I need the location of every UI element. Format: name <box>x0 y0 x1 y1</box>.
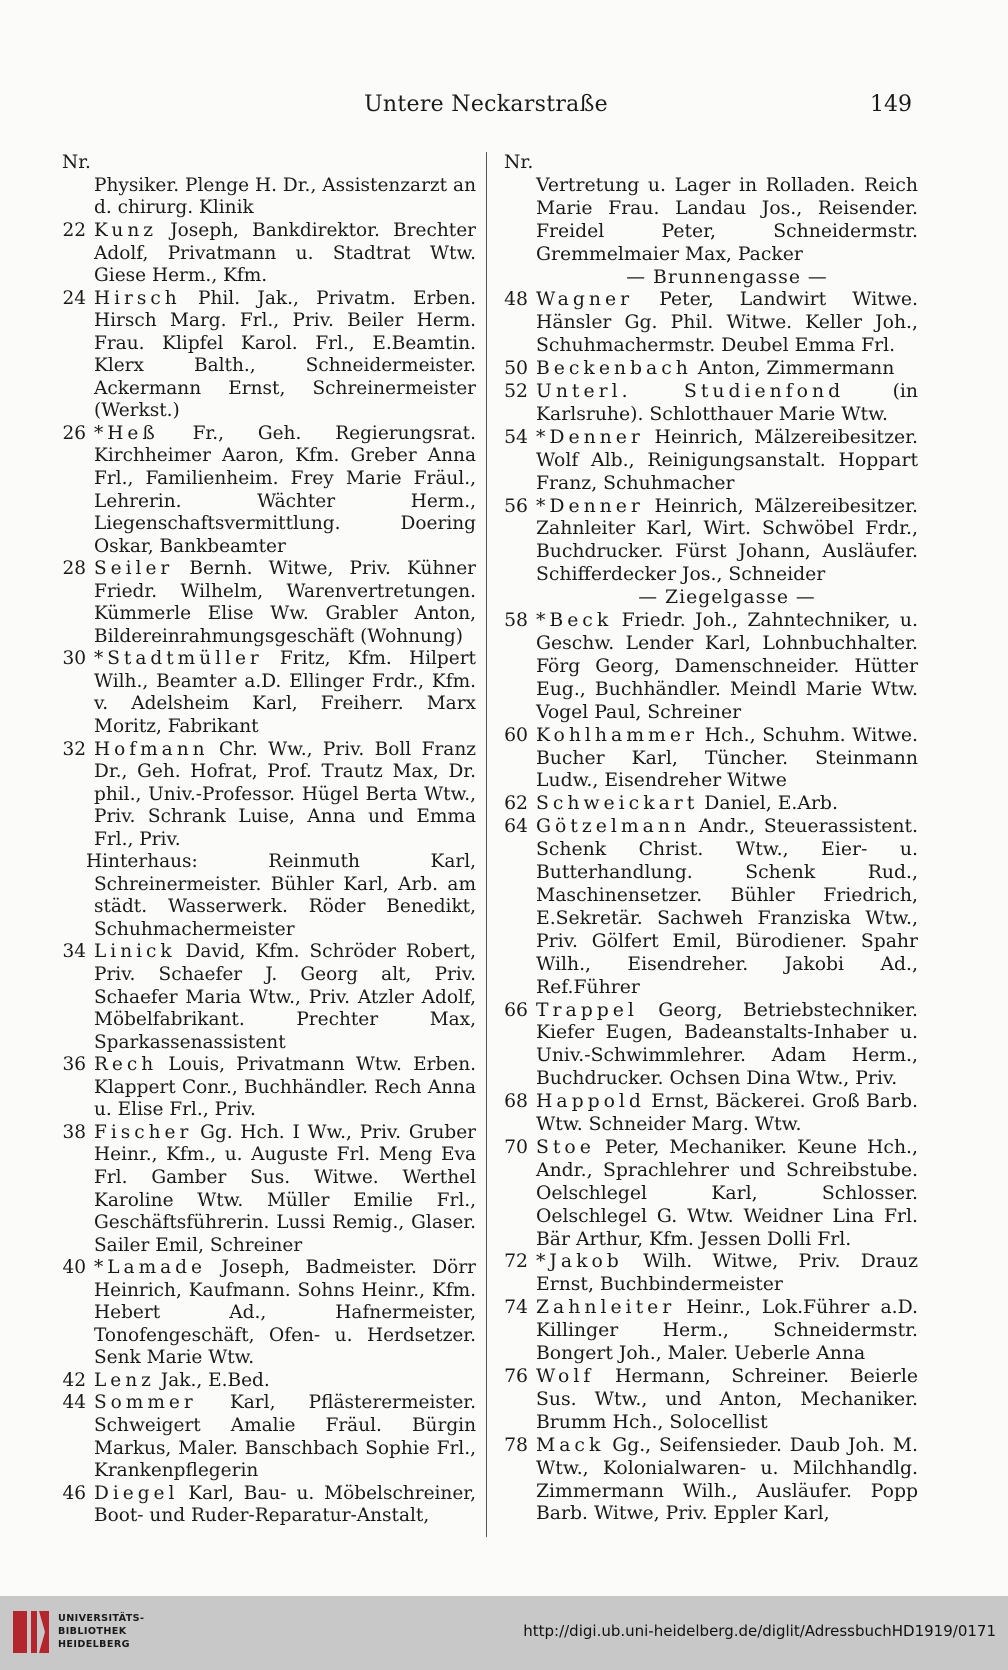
owner-name: Zahnleiter <box>536 1297 676 1319</box>
entry-text: (in Karlsruhe). Schlotthauer Marie Wtw. <box>536 381 918 425</box>
nr-label: Nr. <box>504 152 534 173</box>
owner-name: Wagner <box>536 289 634 311</box>
right-entries-brunnengasse <box>500 289 918 587</box>
owner-name: Linick <box>94 941 176 963</box>
owner-name: *Lamade <box>94 1257 206 1279</box>
house-number: 52 <box>504 381 528 403</box>
directory-entry <box>58 1370 476 1393</box>
owner-name: *Stadtmüller <box>94 648 263 670</box>
entry-text: Georg, Betriebstechniker. Kiefer Eugen, Badeanstalts-Inhaber u. Univ.-Schwimmlehrer. Adam Herm., Buchdrucker. Ochsen Dina Wtw., Priv. <box>536 999 918 1090</box>
owner-name: Stoe <box>536 1136 595 1158</box>
entry-text: Karl, Pflästerermeister. Schweigert Amalie Fräul. Bürgin Markus, Maler. Banschbach Sophie Frl., Krankenpflegerin <box>94 1392 476 1482</box>
owner-name: Hirsch <box>94 287 181 309</box>
house-number: 40 <box>62 1257 86 1279</box>
entry-text: Wilh. Witwe, Priv. Drauz Ernst, Buchbindermeister <box>536 1251 918 1296</box>
directory-entry <box>500 725 918 794</box>
owner-name: Kohlhammer <box>536 724 698 746</box>
right-column <box>500 152 918 1526</box>
owner-name: Happold <box>536 1091 645 1113</box>
owner-name: *Beck <box>536 610 613 632</box>
house-number: 74 <box>504 1297 528 1319</box>
directory-entry <box>500 1137 918 1252</box>
page-number: 149 <box>870 92 912 117</box>
owner-name: *Jakob <box>536 1251 623 1273</box>
house-number: 46 <box>62 1482 86 1504</box>
owner-name: *Denner <box>536 426 644 448</box>
owner-name: Lenz <box>94 1369 155 1391</box>
house-number: 54 <box>504 426 528 448</box>
entry-text: Joseph, Bankdirektor. Brechter Adolf, Privatmann u. Stadtrat Wtw. Giese Herm., Kfm. <box>94 219 476 287</box>
hinterhaus-entry: Hinterhaus: Reinmuth Karl, Schreinermeister. Bühler Karl, Arb. am städt. Wasserwerk. Röder Benedikt, Schuhmachermeister <box>86 851 476 940</box>
entry-text: Chr. Ww., Priv. Boll Franz Dr., Geh. Hofrat, Prof. Trautz Max, Dr. phil., Univ.-Professor. Hügel Berta Wtw., Priv. Schrank Luise, Anna und Emma Frl., Priv. <box>94 738 476 850</box>
entry-text: Fr., Geh. Regierungsrat. Kirchheimer Aaron, Kfm. Greber Anna Frl., Familienheim. Frey Marie Fräul., Lehrerin. Wächter Herm., Liegenschaftsvermittlung. Doering Oskar, Bankbeamter <box>94 422 476 557</box>
directory-entry <box>500 496 918 588</box>
logo-line: BIBLIOTHEK <box>58 1626 127 1637</box>
directory-entry <box>500 816 918 999</box>
owner-name: *Denner <box>536 495 644 517</box>
directory-entry <box>500 381 918 427</box>
house-number: 42 <box>62 1369 86 1391</box>
house-number: 50 <box>504 358 528 380</box>
owner-name: Unterl. Studienfond <box>536 381 845 403</box>
section-heading-ziegelgasse: — Ziegelgasse — <box>638 587 816 609</box>
owner-name: Trappel <box>536 999 638 1021</box>
logo-line: UNIVERSITÄTS- <box>58 1613 145 1624</box>
directory-entry <box>500 610 918 725</box>
entry-text: Hch., Schuhm. Witwe. Bucher Karl, Tüncher. Steinmann Ludw., Eisendreher Witwe <box>536 724 918 792</box>
house-number: 38 <box>62 1121 86 1143</box>
entry-text: Peter, Landwirt Witwe. Hänsler Gg. Phil. Witwe. Keller Joh., Schuhmachermstr. Deubel Emma Frl. <box>536 289 918 357</box>
entry-text: Gg. Hch. I Ww., Priv. Gruber Heinr., Kfm., u. Auguste Frl. Meng Eva Frl. Gamber Sus. Witwe. Werthel Karoline Wtw. Müller Emilie Frl., Geschäftsführerin. Lussi Remig., Glaser. Sailer Emil, Schreiner <box>94 1121 476 1256</box>
owner-name: Sommer <box>94 1392 197 1414</box>
directory-entry <box>58 1392 476 1482</box>
owner-name: Beckenbach <box>536 358 692 380</box>
logo-line: HEIDELBERG <box>58 1639 130 1650</box>
house-number: 48 <box>504 289 528 311</box>
directory-entry <box>500 358 918 381</box>
directory-entry <box>500 1091 918 1137</box>
house-number: 32 <box>62 738 86 760</box>
directory-columns <box>58 152 918 1552</box>
directory-entry <box>58 739 476 852</box>
entry-text: Joseph, Badmeister. Dörr Heinrich, Kaufmann. Sohns Heinr., Kfm. Hebert Ad., Hafnermeister, Tonofengeschäft, Ofen- u. Herdsetzer. Senk Marie Wtw. <box>94 1257 477 1369</box>
directory-entry <box>500 1000 918 1092</box>
directory-entry <box>58 423 476 558</box>
directory-entry <box>500 289 918 358</box>
entry-text: Gg., Seifensieder. Daub Joh. M. Wtw., Kolonialwaren- u. Milchhandlg. Zimmermann Wilh., Ausläufer. Popp Barb. Witwe, Priv. Eppler Karl, <box>536 1434 918 1525</box>
owner-name: Hofmann <box>94 738 209 760</box>
house-number: 66 <box>504 999 528 1021</box>
directory-entry <box>58 941 476 1054</box>
entry-text: Anton, Zimmermann <box>697 358 895 380</box>
right-entries-ziegelgasse <box>500 610 918 1526</box>
owner-name: Götzelmann <box>536 816 691 838</box>
owner-name: Diegel <box>94 1482 179 1504</box>
entry-text: Jak., E.Bed. <box>160 1369 270 1391</box>
house-number: 60 <box>504 724 528 746</box>
entry-text: Hermann, Schreiner. Beierle Sus. Wtw., und Anton, Mechaniker. Brumm Hch., Solocellist <box>536 1366 918 1433</box>
directory-entry <box>58 220 476 288</box>
section-heading-brunnengasse: — Brunnengasse — <box>626 266 828 288</box>
continuation-text: Vertretung u. Lager in Rolladen. Reich Marie Frau. Landau Jos., Reisender. Freidel Peter, Schneidermstr. Gremmelmaier Max, Packer <box>536 174 918 265</box>
directory-entry <box>58 1483 476 1528</box>
directory-entry <box>500 427 918 496</box>
owner-name: Mack <box>536 1434 605 1456</box>
house-number: 44 <box>62 1392 86 1414</box>
continuation-text: Physiker. Plenge H. Dr., Assistenzarzt an d. chirurg. Klinik <box>94 174 476 219</box>
house-number: 24 <box>62 287 86 309</box>
left-column <box>58 152 476 1528</box>
entry-text: Ernst, Bäckerei. Groß Barb. Wtw. Schneider Marg. Wtw. <box>536 1091 918 1136</box>
library-logo-icon <box>11 1609 51 1655</box>
house-number: 34 <box>62 941 86 963</box>
entry-text: Heinr., Lok.Führer a.D. Killinger Herm., Schneidermstr. Bongert Joh., Maler. Ueberle Anna <box>536 1297 918 1365</box>
page-header <box>60 92 912 122</box>
left-entries <box>58 220 476 1528</box>
house-number: 72 <box>504 1251 528 1273</box>
owner-name: Seiler <box>94 558 174 580</box>
house-number: 76 <box>504 1366 528 1388</box>
owner-name: Rech <box>94 1054 158 1076</box>
entry-text: Andr., Steuerassistent. Schenk Christ. Wtw., Eier- u. Butterhandlung. Schenk Rud., Maschinensetzer. Bühler Friedrich, E.Sekretär. Sachweh Franziska Wtw., Priv. Gölfert Emil, Bürodiener. Spahr Wilh., Eisendreher. Jakobi Ad., Ref.Führer <box>536 816 918 998</box>
running-title: Untere Neckarstraße <box>364 92 608 117</box>
house-number: 64 <box>504 816 528 838</box>
column-divider <box>486 152 487 1537</box>
house-number: 78 <box>504 1434 528 1456</box>
house-number: 26 <box>62 422 86 444</box>
entry-text: Daniel, E.Arb. <box>704 793 838 815</box>
directory-entry <box>58 1257 476 1370</box>
directory-entry <box>500 1435 918 1527</box>
entry-text: Peter, Mechaniker. Keune Hch., Andr., Sprachlehrer und Schreibstube. Oelschlegel Karl, Schlosser. Oelschlegel G. Wtw. Weidner Lina Frl. Bär Arthur, Kfm. Jessen Dolli Frl. <box>536 1136 918 1250</box>
directory-entry <box>58 288 476 423</box>
entry-text: Heinrich, Mälzereibesitzer. Wolf Alb., Reinigungsanstalt. Hoppart Franz, Schuhmacher <box>536 426 918 494</box>
house-number: 28 <box>62 558 86 580</box>
house-number: 22 <box>62 219 86 241</box>
directory-entry <box>58 648 476 738</box>
owner-name: Fischer <box>94 1121 193 1143</box>
entry-text: Bernh. Witwe, Priv. Kühner Friedr. Wilhelm, Warenvertretungen. Kümmerle Elise Ww. Grabler Anton, Bildereinrahmungsgeschäft (Wohnung) <box>94 558 476 647</box>
house-number: 68 <box>504 1091 528 1113</box>
entry-text: David, Kfm. Schröder Robert, Priv. Schaefer J. Georg alt, Priv. Schaefer Maria Wtw., Priv. Atzler Adolf, Möbelfabrikant. Prechter Max, Sparkassenassistent <box>94 941 476 1053</box>
directory-entry <box>500 1366 918 1435</box>
owner-name: Kunz <box>94 219 157 241</box>
owner-name: Wolf <box>536 1366 595 1388</box>
entry-text: Karl, Bau- u. Möbelschreiner, Boot- und Ruder-Reparatur-Anstalt, <box>94 1482 476 1527</box>
house-number: 36 <box>62 1054 86 1076</box>
entry-text: Phil. Jak., Privatm. Erben. Hirsch Marg. Frl., Priv. Beiler Herm. Frau. Klipfel Karol. Frl., E.Beamtin. Klerx Balth., Schneidermeister. Ackermann Ernst, Schreinermeister (Werkst.) <box>94 287 476 422</box>
entry-text: Friedr. Joh., Zahntechniker, u. Geschw. Lender Karl, Lohnbuchhalter. Förg Georg, Damenschneider. Hütter Eug., Buchhändler. Meindl Marie Wtw. Vogel Paul, Schreiner <box>536 610 918 723</box>
footer-bar <box>0 1596 1008 1670</box>
source-url-link[interactable]: http://digi.ub.uni-heidelberg.de/diglit/AdressbuchHD1919/0171 <box>523 1622 996 1640</box>
house-number: 58 <box>504 610 528 632</box>
entry-text: Heinrich, Mälzereibesitzer. Zahnleiter Karl, Wirt. Schwöbel Frdr., Buchdrucker. Fürst Johann, Ausläufer. Schifferdecker Jos., Schneider <box>536 495 918 586</box>
directory-entry <box>500 1297 918 1366</box>
house-number: 70 <box>504 1136 528 1158</box>
house-number: 56 <box>504 495 528 517</box>
directory-entry <box>58 1122 476 1257</box>
owner-name: *Heß <box>94 422 159 444</box>
directory-entry <box>58 1054 476 1122</box>
house-number: 62 <box>504 793 528 815</box>
library-logo-text <box>58 1612 178 1651</box>
directory-entry <box>500 793 918 816</box>
entry-text: Louis, Privatmann Wtw. Erben. Klappert Conr., Buchhändler. Rech Anna u. Elise Frl., Priv. <box>94 1054 476 1121</box>
nr-label: Nr. <box>62 152 91 173</box>
directory-entry <box>500 1251 918 1297</box>
directory-entry <box>58 558 476 648</box>
house-number: 30 <box>62 648 86 670</box>
owner-name: Schweickart <box>536 793 699 815</box>
entry-text: Fritz, Kfm. Hilpert Wilh., Beamter a.D. Ellinger Frdr., Kfm. v. Adelsheim Karl, Freiherr. Marx Moritz, Fabrikant <box>94 648 476 738</box>
